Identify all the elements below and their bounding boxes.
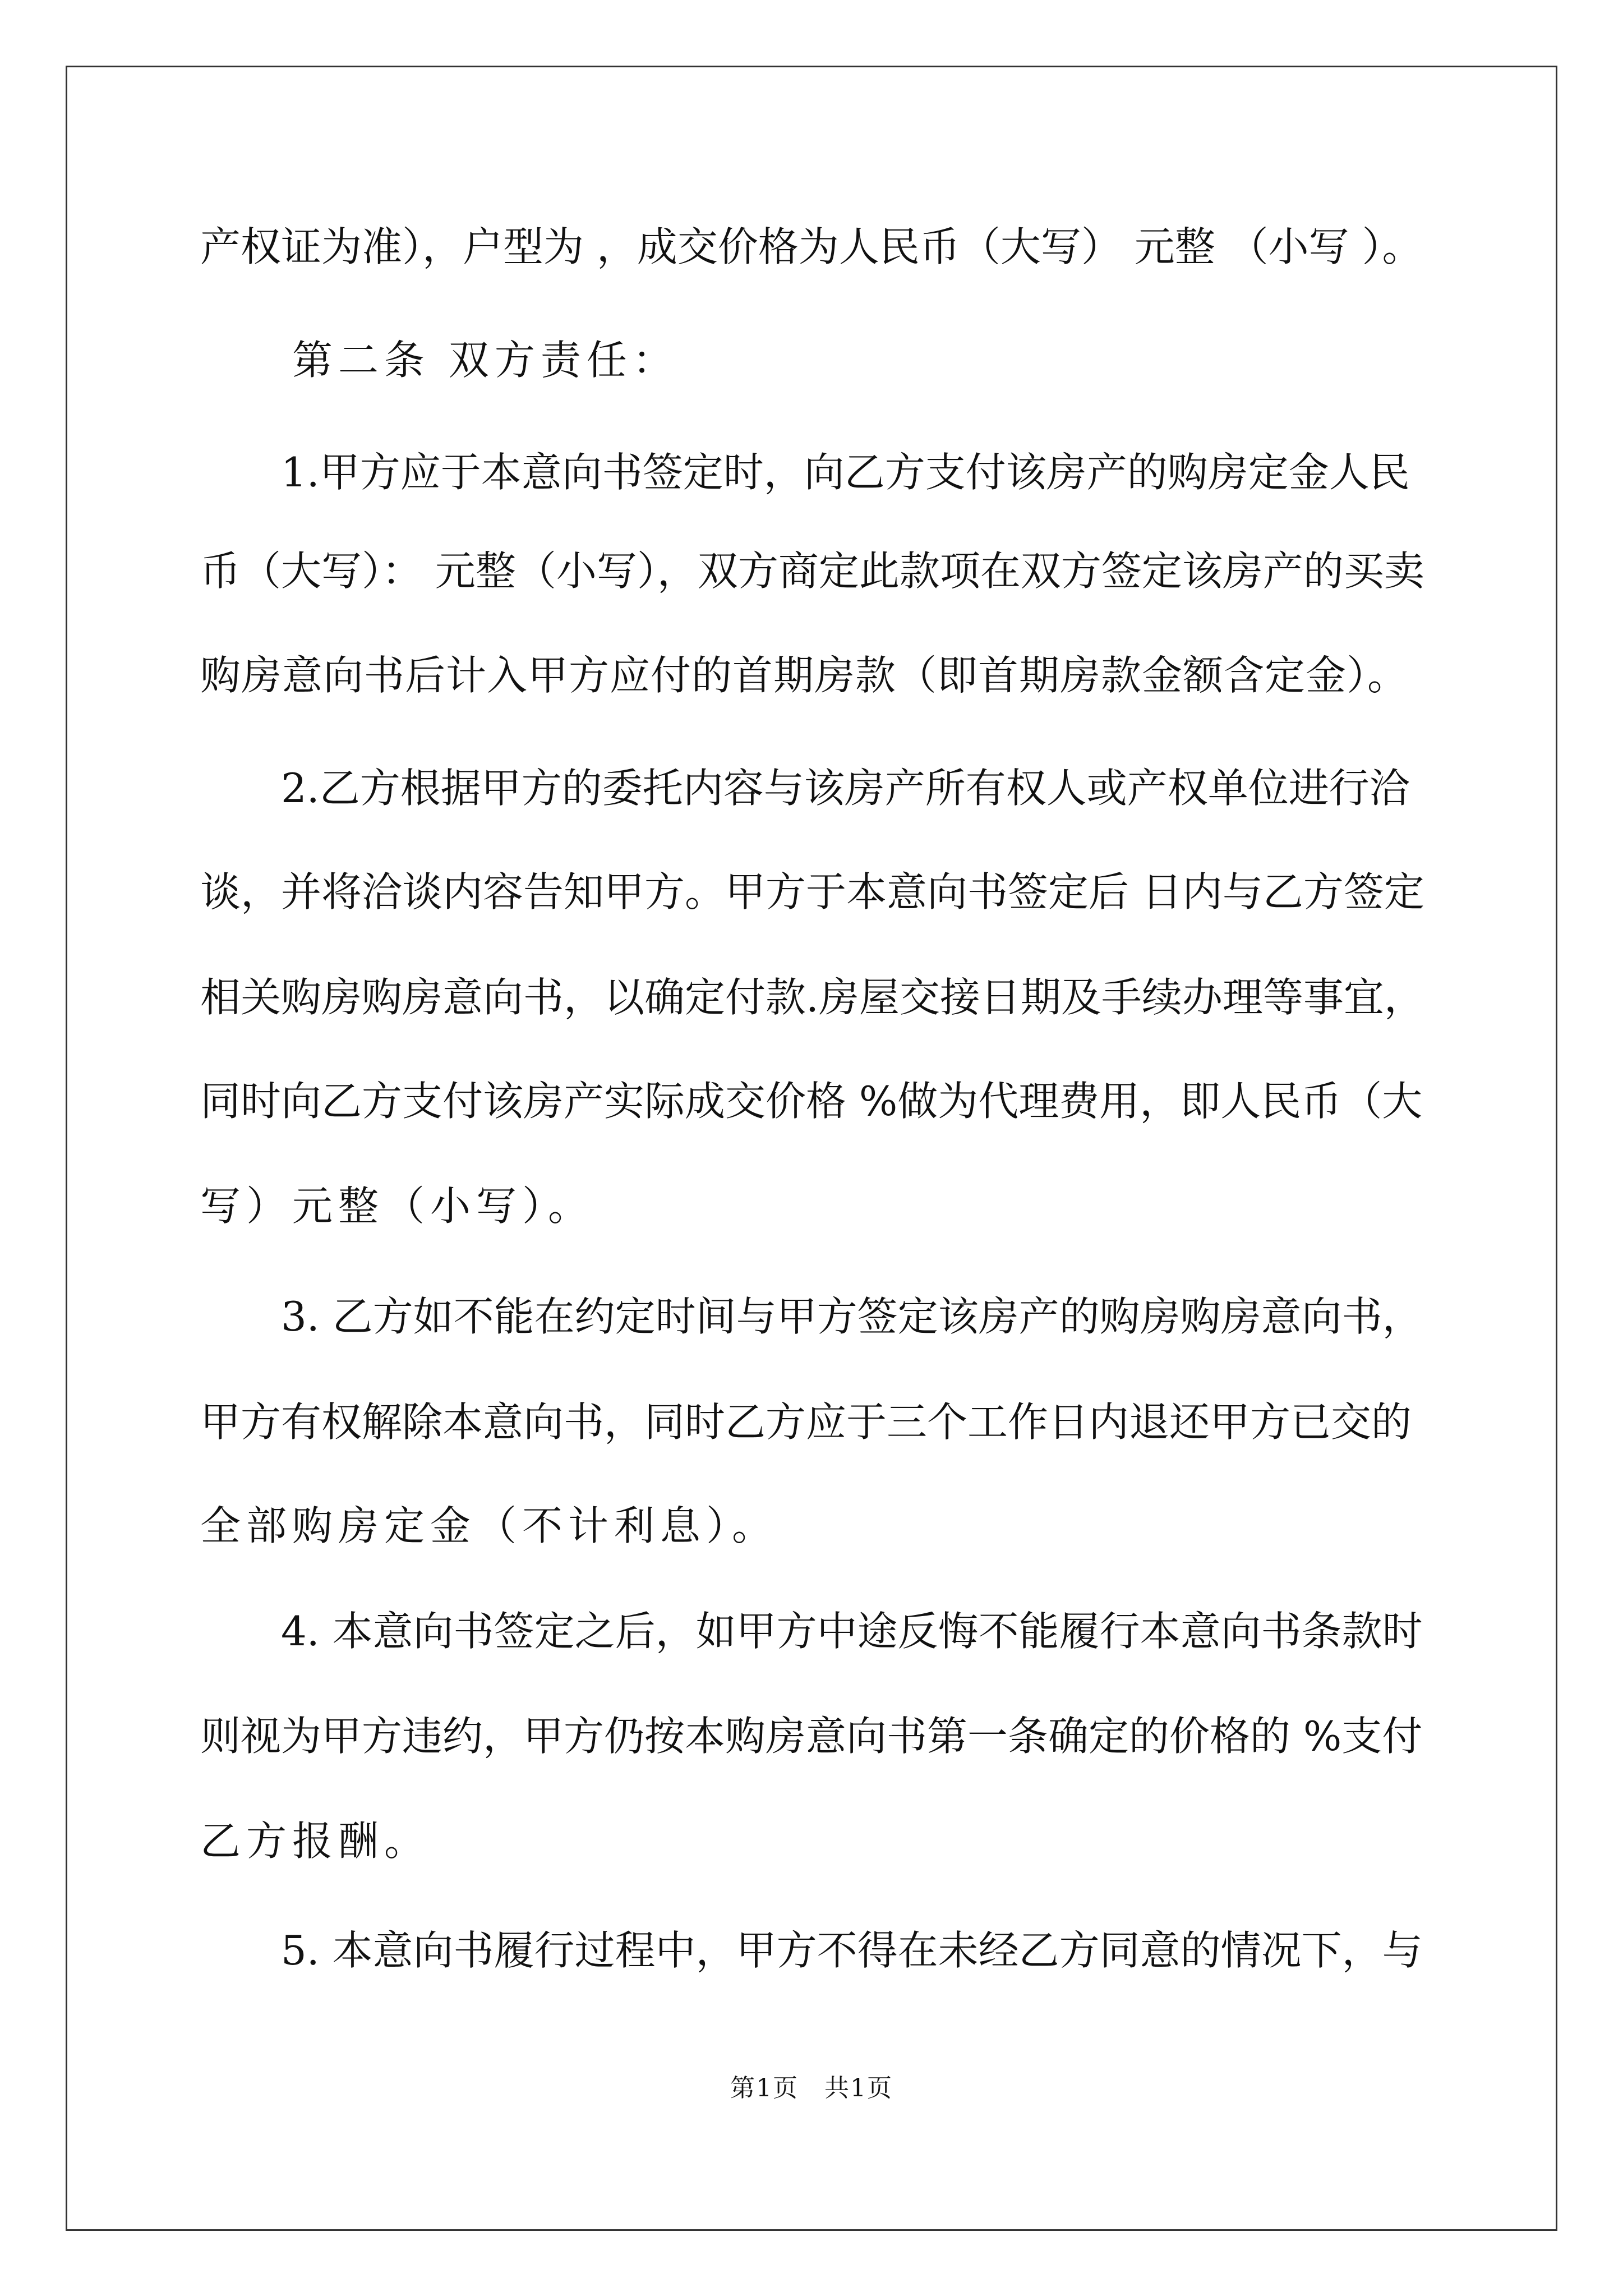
text-line: 1.甲方应于本意向书签定时，向乙方支付该房产的购房定金人民 bbox=[200, 449, 1410, 496]
text-line: 全部购房定金（不计利息）。 bbox=[200, 1502, 778, 1549]
text-line: 乙方报酬。 bbox=[200, 1818, 431, 1865]
text-line: 产权证为准），户型为 ，成交价格为人民币（大写） 元整 （小写 ）。 bbox=[200, 223, 1423, 270]
text-line: 2.乙方根据甲方的委托内容与该房产所有权人或产权单位进行洽 bbox=[200, 765, 1410, 812]
text-line: 4. 本意向书签定之后，如甲方中途反悔不能履行本意向书条款时 bbox=[200, 1608, 1423, 1655]
text-line: 谈，并将洽谈内容告知甲方。甲方于本意向书签定后 日内与乙方签定 bbox=[200, 868, 1424, 915]
page-number-footer: 第1页 共1页 bbox=[730, 2074, 893, 2102]
text-line: 5. 本意向书履行过程中，甲方不得在未经乙方同意的情况下，与 bbox=[200, 1927, 1423, 1974]
text-line: 购房意向书后计入甲方应付的首期房款（即首期房款金额含定金）。 bbox=[200, 652, 1409, 699]
text-line: 则视为甲方违约，甲方仍按本购房意向书第一条确定的价格的 %支付 bbox=[200, 1713, 1423, 1760]
text-line: 甲方有权解除本意向书，同时乙方应于三个工作日内退还甲方已交的 bbox=[200, 1398, 1412, 1446]
text-line: 币（大写）： 元整（小写），双方商定此款项在双方签定该房产的买卖 bbox=[200, 547, 1424, 595]
page-border bbox=[66, 66, 1557, 2231]
text-line: 相关购房购房意向书，以确定付款.房屋交接日期及手续办理等事宜， bbox=[200, 974, 1424, 1021]
text-line: 写）元整（小写）。 bbox=[200, 1182, 594, 1230]
text-line: 同时向乙方支付该房产实际成交价格 %做为代理费用，即人民币（大 bbox=[200, 1078, 1423, 1125]
text-line: 第二条 双方责任： bbox=[200, 337, 679, 384]
text-line: 3. 乙方如不能在约定时间与甲方签定该房产的购房购房意向书， bbox=[200, 1293, 1423, 1340]
